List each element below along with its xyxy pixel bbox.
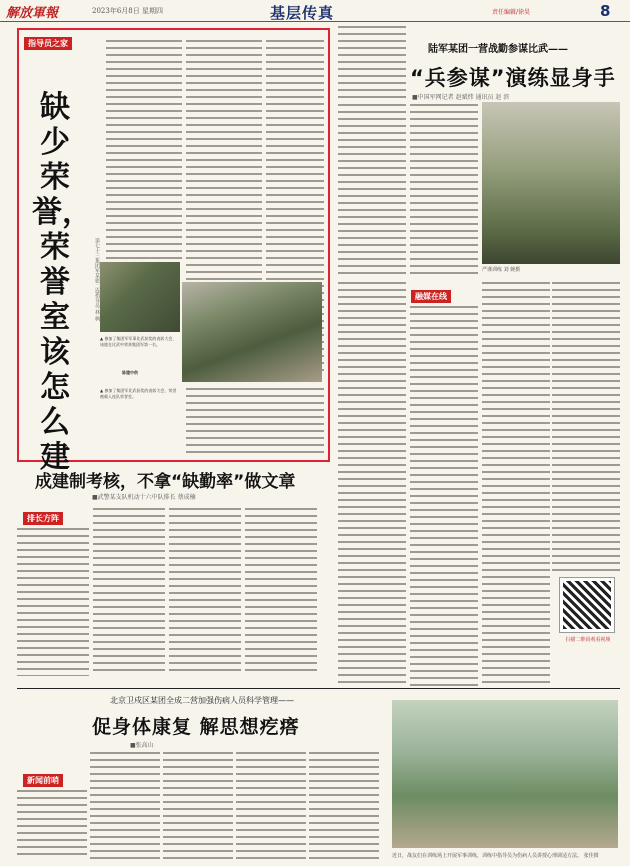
article-column bbox=[338, 282, 406, 686]
photo-caption: ▲ 参加了集团军比武获奖的表彰大会，荣誉被载入连队荣誉室。 bbox=[100, 388, 177, 399]
featured-headline bbox=[32, 90, 92, 475]
article-column bbox=[410, 104, 478, 276]
article-headline: 促身体康复 解思想疙瘩 bbox=[92, 716, 300, 738]
page-number: 8 bbox=[600, 2, 611, 20]
column-tag: 排长方阵 bbox=[23, 512, 63, 525]
article-kicker: 北京卫戍区某团全成二营加强伤病人员科学管理—— bbox=[110, 696, 294, 705]
article-column bbox=[163, 752, 233, 860]
article-column bbox=[106, 40, 182, 260]
article-photo bbox=[392, 700, 618, 848]
article-photo bbox=[182, 282, 322, 382]
photo-credit: 陈建中供 bbox=[122, 370, 138, 375]
article-column bbox=[482, 282, 550, 686]
article-column bbox=[245, 508, 317, 676]
photo-caption: 严谨训练 刘 婉摄 bbox=[482, 267, 521, 273]
article-byline: ■武警某支队机动十六中队排长 蔡成楠 bbox=[92, 494, 196, 501]
qr-code[interactable] bbox=[560, 578, 614, 632]
article-column bbox=[169, 508, 241, 676]
editor-credit: 责任编辑/徐昊 bbox=[492, 9, 531, 16]
article-column bbox=[552, 282, 620, 572]
article-column bbox=[90, 752, 160, 860]
article-column bbox=[17, 528, 89, 676]
newspaper-logo: 解放軍報 bbox=[6, 6, 59, 21]
featured-byline: 第七十三集团军某旅二连指导员 林 枫 bbox=[94, 238, 100, 322]
article-kicker: 陆军某团一营战勤参谋比武—— bbox=[428, 44, 568, 55]
column-tag: 融媒在线 bbox=[411, 290, 451, 303]
photo-caption: 近日，战友们在训练场上开展军事训练，训练中指导员为伤病人员讲授心理调适方法。 张佳摄 bbox=[392, 853, 599, 859]
article-column bbox=[309, 752, 379, 860]
article-column bbox=[17, 790, 87, 860]
qr-caption: 扫描二维码观看视频 bbox=[565, 637, 611, 643]
photo-caption: ▲ 参加了集团军军事比武获奖的表彰大会，该旅在比武中荣获集团军第一名。 bbox=[100, 336, 177, 347]
article-byline: ■张高山 bbox=[130, 742, 154, 749]
article-column bbox=[93, 508, 165, 676]
article-column bbox=[186, 388, 324, 456]
column-tag: 指导员之家 bbox=[24, 37, 72, 50]
article-photo bbox=[482, 102, 620, 264]
article-byline: ■中国军网记者 赵斌炜 通讯员 赵 滨 bbox=[412, 94, 510, 101]
section-title: 基层传真 bbox=[270, 4, 335, 22]
article-headline: “兵参谋”演练显身手 bbox=[410, 66, 616, 90]
article-column bbox=[236, 752, 306, 860]
section-divider bbox=[17, 688, 620, 689]
article-column bbox=[410, 306, 478, 686]
issue-date: 2023年6月8日 星期四 bbox=[92, 7, 163, 15]
article-photo bbox=[100, 262, 180, 332]
article-column bbox=[338, 104, 406, 276]
headline-line-2: 荣誉室该怎么建 bbox=[40, 230, 70, 475]
article-headline: 成建制考核，不拿“缺勤率”做文章 bbox=[35, 472, 296, 492]
column-tag: 新闻前哨 bbox=[23, 774, 63, 787]
article-column bbox=[338, 26, 406, 100]
headline-line-1: 缺少荣誉， bbox=[32, 90, 92, 230]
